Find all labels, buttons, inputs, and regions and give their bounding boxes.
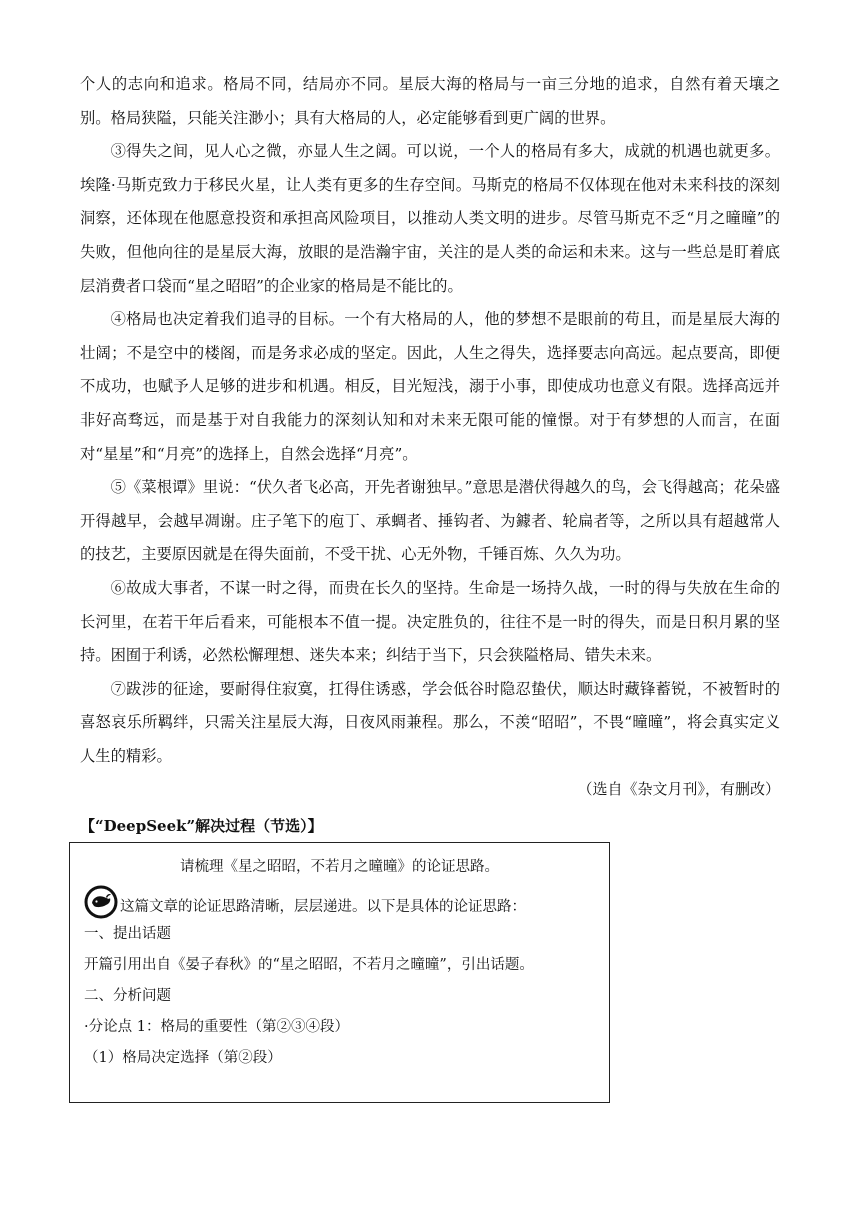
article-source: （选自《杂文月刊》，有删改） xyxy=(577,780,780,799)
article-paragraph-5: ⑤《菜根谭》里说：“伏久者飞必高，开先者谢独早。”意思是潜伏得越久的鸟，会飞得越高；花朵盛开得越早，会越早凋谢。庄子笔下的庖丁、承蜩者、捶钩者、为鐻者、轮扁者等，之所以具有超越常人的技艺，主要原因就是在得失面前，不受干扰、心无外物，千锤百炼、久久为功。 xyxy=(80,478,780,564)
deepseek-line-4: ·分论点 1：格局的重要性（第②③④段） xyxy=(84,1019,349,1035)
article-paragraph-6: ⑥故成大事者，不谋一时之得，而贵在长久的坚持。生命是一场持久战，一时的得与失放在生命的长河里，在若干年后看来，可能根本不值一提。决定胜负的，往往不是一时的得失，而是日积月累的坚持。困囿于利诱，必然松懈理想、迷失本来；纠结于当下，只会狭隘格局、错失未来。 xyxy=(80,578,780,665)
deepseek-line-5: （1）格局决定选择（第②段） xyxy=(84,1050,282,1066)
article-paragraph-7: ⑦跋涉的征途，要耐得住寂寞，扛得住诱惑，学会低谷时隐忍蛰伏，顺达时藏锋蓄锐，不被暂时的喜怒哀乐所羁绊，只需关注星辰大海，日夜风雨兼程。那么，不羡“昭昭”，不畏“曈曈”，将会真实定义人生的精彩。 xyxy=(80,679,780,765)
deepseek-line-2: 开篇引用出自《晏子春秋》的“星之昭昭，不若月之曈曈”，引出话题。 xyxy=(84,957,534,973)
deepseek-section-title: 【“DeepSeek”解决过程（节选）】 xyxy=(80,817,323,836)
deepseek-intro: 这篇文章的论证思路清晰，层层递进。以下是具体的论证思路： xyxy=(120,899,526,915)
deepseek-intro-row xyxy=(84,885,595,919)
deepseek-question: 请梳理《星之昭昭，不若月之曈曈》的论证思路。 xyxy=(180,859,499,875)
article-paragraph-4: ④格局也决定着我们追寻的目标。一个有大格局的人，他的梦想不是眼前的苟且，而是星辰大海的壮阔；不是空中的楼阁，而是务求必成的坚定。因此，人生之得失，选择要志向高远。起点要高，即便不成功，也赋予人足够的进步和机遇。相反，目光短浅，溺于小事，即使成功也意义有限。选择高远并非好高骛远，而是基于对自我能力的深刻认知和对未来无限可能的憧憬。对于有梦想的人而言，在面对“星星”和“月亮”的选择上，自然会选择“月亮”。 xyxy=(80,310,780,463)
article-paragraph-continued: 个人的志向和追求。格局不同，结局亦不同。星辰大海的格局与一亩三分地的追求，自然有着天壤之别。格局狭隘，只能关注渺小；具有大格局的人，必定能够看到更广阔的世界。 xyxy=(80,75,780,127)
deepseek-whale-icon xyxy=(84,885,118,919)
deepseek-line-3: 二、分析问题 xyxy=(84,988,171,1004)
article-paragraph-3: ③得失之间，见人心之微，亦显人生之阔。可以说，一个人的格局有多大，成就的机遇也就更多。埃隆·马斯克致力于移民火星，让人类有更多的生存空间。马斯克的格局不仅体现在他对未来科技的深刻洞察，还体现在他愿意投资和承担高风险项目，以推动人类文明的进步。尽管马斯克不乏“月之曈曈”的失败，但他向往的是星辰大海，放眼的是浩瀚宇宙，关注的是人类的命运和未来。这与一些总是盯着底层消费者口袋而“星之昭昭”的企业家的格局是不能比的。 xyxy=(80,142,780,295)
deepseek-line-1: 一、提出话题 xyxy=(84,926,171,942)
deepseek-answer-box xyxy=(69,842,610,1103)
article-body xyxy=(80,68,780,838)
